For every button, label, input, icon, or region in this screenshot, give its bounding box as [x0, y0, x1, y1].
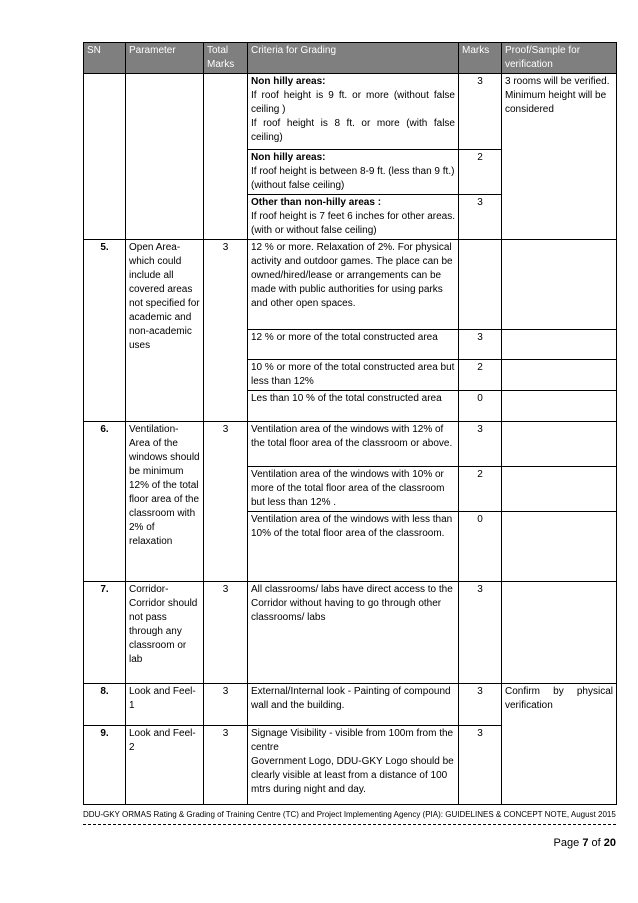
total-cell: 3: [204, 582, 248, 684]
total-cell: 3: [204, 422, 248, 582]
criteria-cell: Ventilation area of the windows with less than 10% of the total floor area of the classroom.: [248, 512, 459, 582]
criteria-line: If roof height is 9 ft. or more (without false ceiling ): [251, 90, 455, 115]
page-number: [554, 836, 616, 850]
table-row: [84, 422, 617, 467]
parameter-cell: Open Area-which could include all covered areas not specified for academic and non-academic uses: [126, 240, 204, 422]
criteria-cell: 12 % or more. Relaxation of 2%. For physical activity and outdoor games. The place can be owned/hired/lease or arrangements can be made with public authorities for using parks and other open spaces.: [248, 240, 459, 330]
header-marks: Marks: [459, 43, 502, 74]
proof-cell: [502, 391, 617, 422]
sn-cell: 6.: [84, 422, 126, 582]
total-cell: 3: [204, 684, 248, 726]
marks-cell: 2: [459, 467, 502, 512]
criteria-cell: [248, 150, 459, 195]
sn-cell: 9.: [84, 726, 126, 805]
total-cell: [204, 74, 248, 240]
table-header-row: [84, 43, 617, 74]
proof-cell: [502, 467, 617, 512]
criteria-cell: Ventilation area of the windows with 12% of the total floor area of the classroom or above.: [248, 422, 459, 467]
grading-table: [83, 42, 617, 805]
criteria-line: If roof height is 8 ft. or more (with false ceiling): [251, 118, 455, 143]
criteria-line: Government Logo, DDU-GKY Logo should be clearly visible at least from a distance of 100 mtrs during night and day.: [251, 756, 454, 795]
proof-cell: [502, 360, 617, 391]
criteria-cell: Ventilation area of the windows with 10% or more of the total floor area of the classroom but less than 12% .: [248, 467, 459, 512]
parameter-cell: Corridor- Corridor should not pass through any classroom or lab: [126, 582, 204, 684]
header-parameter: Parameter: [126, 43, 204, 74]
marks-cell: 3: [459, 195, 502, 240]
table-row: [84, 74, 617, 150]
marks-cell: 0: [459, 512, 502, 582]
proof-cell: [502, 422, 617, 467]
criteria-cell: 10 % or more of the total constructed area but less than 12%: [248, 360, 459, 391]
marks-cell: 3: [459, 582, 502, 684]
page-label: Page: [553, 837, 580, 849]
marks-cell: [459, 240, 502, 330]
document-footer: DDU-GKY ORMAS Rating & Grading of Training Centre (TC) and Project Implementing Agency (PIA): GUIDELINES & CONCEPT NOTE, August 2015: [83, 810, 616, 819]
footer-divider: [83, 824, 616, 825]
criteria-cell: [248, 74, 459, 150]
marks-cell: 3: [459, 684, 502, 726]
table-row: [84, 240, 617, 330]
total-cell: 3: [204, 240, 248, 422]
criteria-cell: External/Internal look - Painting of compound wall and the building.: [248, 684, 459, 726]
criteria-title: Non hilly areas:: [251, 152, 326, 163]
marks-cell: 3: [459, 330, 502, 360]
parameter-cell: [126, 74, 204, 240]
table-row: [84, 684, 617, 726]
proof-cell: Confirm by physical verification: [502, 684, 617, 805]
criteria-cell: 12 % or more of the total constructed area: [248, 330, 459, 360]
marks-cell: 2: [459, 360, 502, 391]
header-criteria: Criteria for Grading: [248, 43, 459, 74]
sn-cell: 5.: [84, 240, 126, 422]
sn-cell: 7.: [84, 582, 126, 684]
criteria-title: Non hilly areas:: [251, 76, 326, 87]
criteria-cell: Les than 10 % of the total constructed area: [248, 391, 459, 422]
marks-cell: 2: [459, 150, 502, 195]
criteria-cell: All classrooms/ labs have direct access to the Corridor without having to go through other classrooms/ labs: [248, 582, 459, 684]
proof-cell: [502, 582, 617, 684]
marks-cell: 3: [459, 74, 502, 150]
marks-cell: 3: [459, 726, 502, 805]
marks-cell: 0: [459, 391, 502, 422]
header-sn: SN: [84, 43, 126, 74]
of-label: of: [591, 837, 601, 849]
parameter-cell: Look and Feel-1: [126, 684, 204, 726]
header-proof: Proof/Sample for verification: [502, 43, 617, 74]
current-page: 7: [582, 837, 589, 849]
criteria-line: If roof height is 7 feet 6 inches for other areas. (with or without false ceiling): [251, 211, 456, 236]
grading-table-container: [83, 42, 616, 805]
total-pages: 20: [603, 837, 616, 849]
parameter-cell: Look and Feel-2: [126, 726, 204, 805]
criteria-title: Other than non-hilly areas :: [251, 197, 382, 208]
marks-cell: 3: [459, 422, 502, 467]
proof-cell: 3 rooms will be verified. Minimum height will be considered: [502, 74, 617, 240]
sn-cell: 8.: [84, 684, 126, 726]
proof-cell: [502, 240, 617, 330]
criteria-cell: [248, 726, 459, 805]
header-total-marks: Total Marks: [204, 43, 248, 74]
table-row: [84, 582, 617, 684]
sn-cell: [84, 74, 126, 240]
proof-cell: [502, 512, 617, 582]
total-cell: 3: [204, 726, 248, 805]
criteria-line: Signage Visibility - visible from 100m from the centre: [251, 728, 454, 753]
criteria-line: If roof height is between 8-9 ft. (less than 9 ft.) (without false ceiling): [251, 166, 455, 191]
parameter-cell: Ventilation- Area of the windows should be minimum 12% of the total floor area of the classroom with 2% of relaxation: [126, 422, 204, 582]
criteria-cell: [248, 195, 459, 240]
proof-cell: [502, 330, 617, 360]
